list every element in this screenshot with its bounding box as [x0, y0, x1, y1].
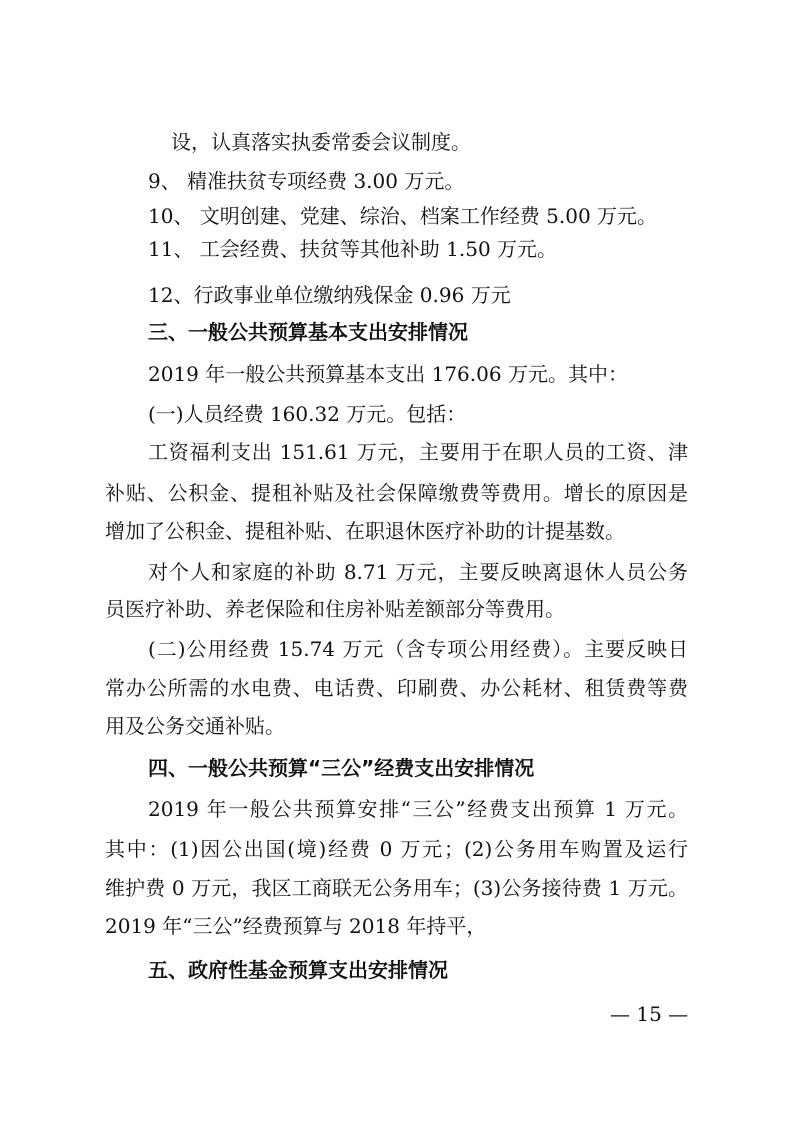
text-line-16: 用及公务交通补贴。	[105, 714, 285, 738]
text-line-3: 10、 文明创建、党建、综治、档案工作经费 5.00 万元。	[148, 204, 658, 228]
text-line-5: 12、行政事业单位缴纳残保金 0.96 万元	[148, 283, 511, 307]
section-heading-3: 三、一般公共预算基本支出安排情况	[148, 320, 468, 344]
section-heading-4: 四、一般公共预算“三公”经费支出安排情况	[148, 756, 535, 780]
text-line-7: 2019 年一般公共预算基本支出 176.06 万元。其中：	[148, 362, 628, 386]
text-line-15: 常办公所需的水电费、电话费、印刷费、办公耗材、租赁费等费	[105, 676, 688, 700]
text-line-11: 增加了公积金、提租补贴、在职退休医疗补助的计提基数。	[105, 519, 625, 543]
section-heading-5: 五、政府性基金预算支出安排情况	[148, 958, 448, 982]
text-line-9: 工资福利支出 151.61 万元，主要用于在职人员的工资、津	[148, 440, 688, 464]
page-number: — 15 —	[610, 1002, 689, 1026]
text-line-4: 11、 工会经费、扶贫等其他补助 1.50 万元。	[148, 237, 558, 261]
text-line-20: 维护费 0 万元，我区工商联无公务用车；(3)公务接待费 1 万元。	[105, 876, 688, 900]
text-line-10: 补贴、公积金、提租补贴及社会保障缴费等费用。增长的原因是	[105, 481, 688, 505]
text-line-2: 9、 精准扶贫专项经费 3.00 万元。	[148, 169, 465, 193]
text-line-18: 2019 年一般公共预算安排“三公”经费支出预算 1 万元。	[148, 797, 688, 821]
text-line-13: 员医疗补助、养老保险和住房补贴差额部分等费用。	[105, 597, 565, 621]
text-line-19: 其中：(1)因公出国(境)经费 0 万元；(2)公务用车购置及运行	[105, 837, 688, 861]
text-line-21: 2019 年“三公”经费预算与 2018 年持平，	[105, 914, 487, 938]
text-line-8: (一)人员经费 160.32 万元。包括：	[148, 402, 467, 426]
text-line-14: (二)公用经费 15.74 万元（含专项公用经费）。主要反映日	[148, 637, 688, 661]
text-line-1: 设，认真落实执委常委会议制度。	[171, 130, 471, 154]
text-line-12: 对个人和家庭的补助 8.71 万元，主要反映离退休人员公务	[148, 560, 688, 584]
